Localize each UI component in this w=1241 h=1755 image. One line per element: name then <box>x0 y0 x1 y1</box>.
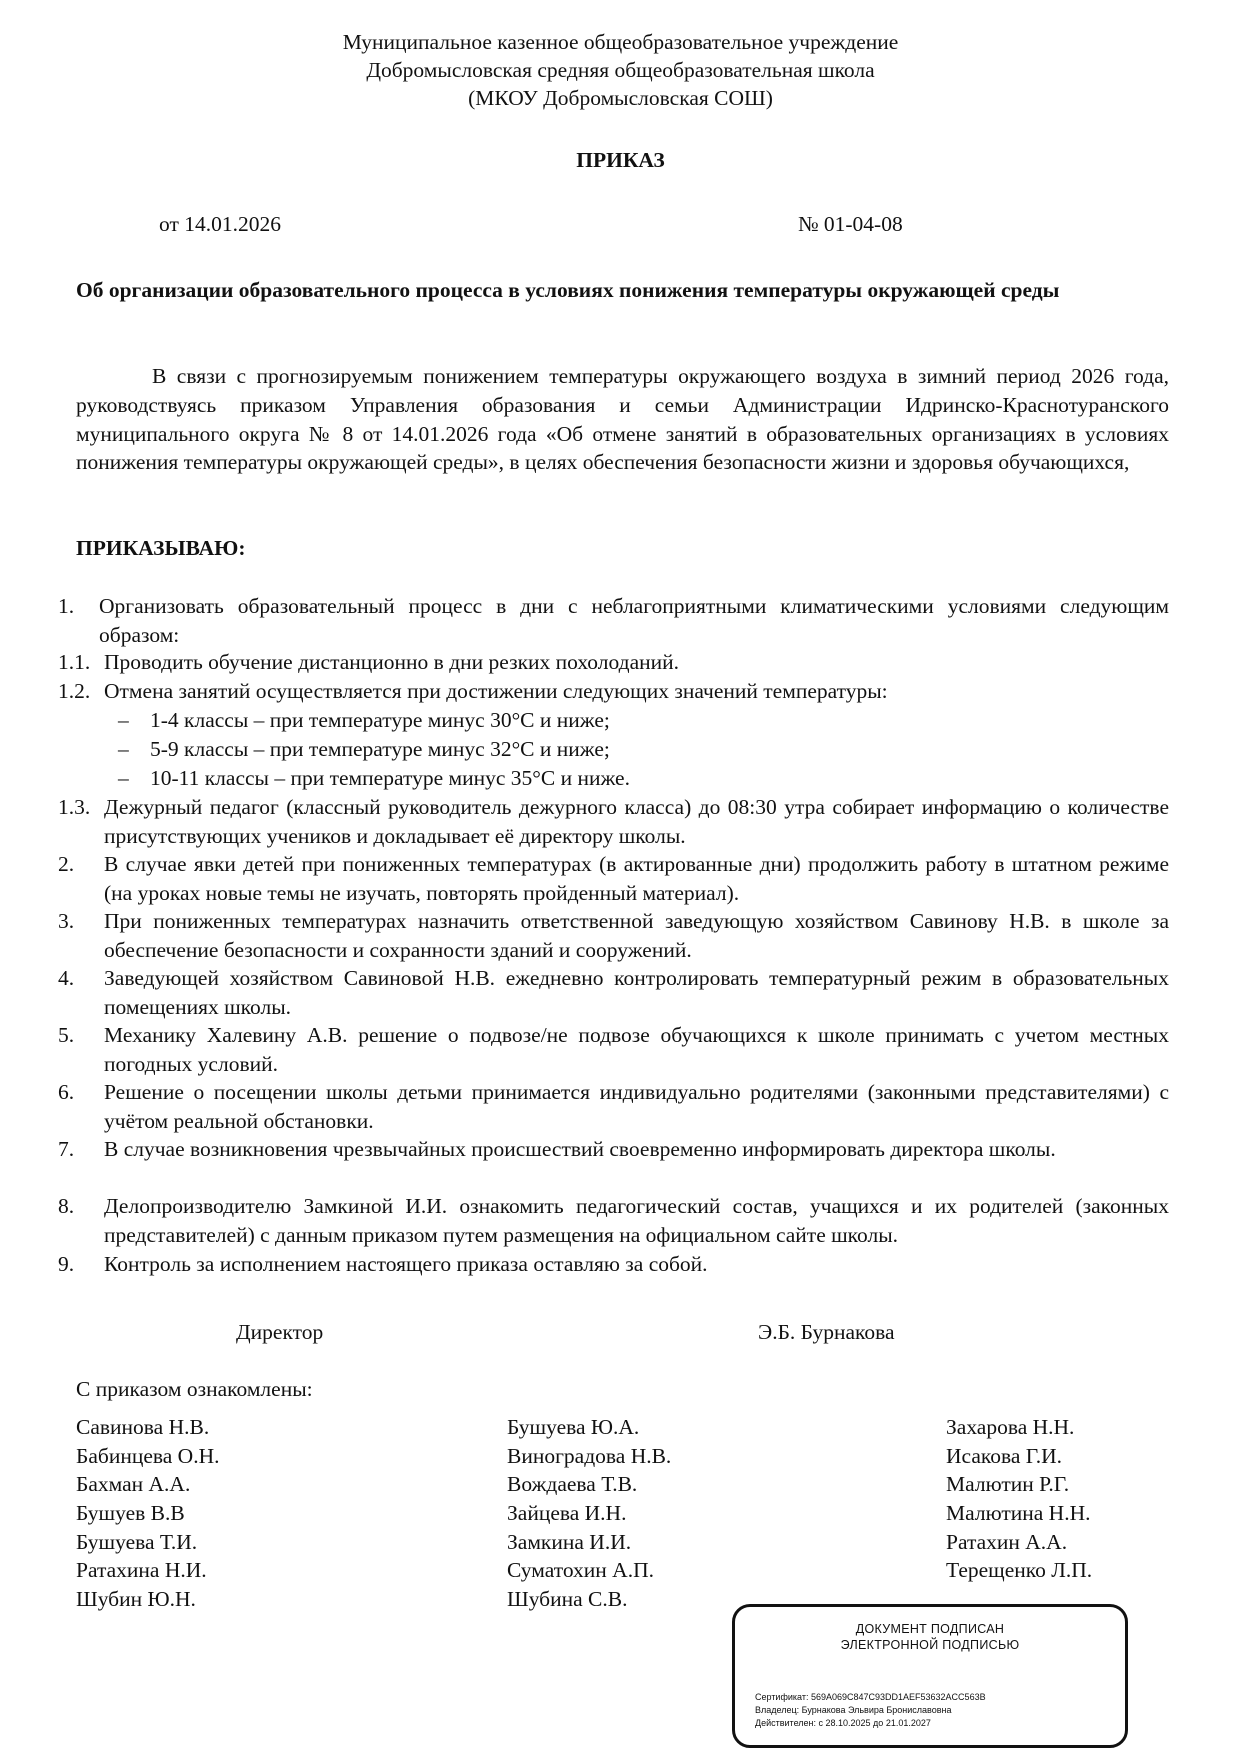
school-name-line: Добромысловская средняя общеобразовательная школа <box>366 58 875 82</box>
item-number: 1.1. <box>58 650 91 674</box>
organization-header <box>0 28 1241 112</box>
rule-text: 5-9 классы – при температуре минус 32°С и ниже; <box>150 737 610 761</box>
list-item: Захарова Н.Н. <box>946 1415 1075 1439</box>
school-short-name-line: (МКОУ Добромысловская СОШ) <box>468 86 773 110</box>
item-text: В случае явки детей при пониженных температурах (в актированные дни) продолжить работу в штатном режиме (на уроках новые темы не изучать, повторять пройденный материал). <box>104 852 1169 905</box>
list-item: Бушуева Т.И. <box>76 1529 198 1554</box>
item-number: 1.2. <box>58 679 91 703</box>
order-preamble: В связи с прогнозируемым понижением температуры окружающего воздуха в зимний период 2026 года, руководствуясь приказом Управления образования и семьи Администрации Идринско-Краснотуранского муниципального округа № 8 от 14.01.2026 года «Об отмене занятий в образовательных организациях в условиях понижения температуры окружающей среды», в целях обеспечения безопасности жизни и здоровья обучающихся, <box>76 364 1169 475</box>
list-item: Бушуев В.В <box>76 1501 185 1526</box>
dash-bullet: – <box>118 737 129 761</box>
item-text: Контроль за исполнением настоящего приказа оставляю за собой. <box>104 1252 708 1276</box>
dash-bullet: – <box>118 708 129 732</box>
item-text: Механику Халевину А.В. решение о подвозе/не подвозе обучающихся к школе принимать с учетом местных погодных условий. <box>104 1023 1169 1076</box>
list-item: Зайцева И.Н. <box>507 1501 627 1526</box>
item-text: Проводить обучение дистанционно в дни резких похолоданий. <box>104 650 680 674</box>
item-number: 1.3. <box>58 795 91 819</box>
item-number: 2. <box>58 852 75 876</box>
list-item: Малютина Н.Н. <box>946 1501 1091 1526</box>
item-number: 3. <box>58 909 75 933</box>
item-text: Заведующей хозяйством Савиновой Н.В. ежедневно контролировать температурный режим в образовательных помещениях школы. <box>104 966 1169 1019</box>
item-text: Отмена занятий осуществляется при достижении следующих значений температуры: <box>104 679 888 703</box>
item-text: Решение о посещении школы детьми принимается индивидуально родителями (законными представителями) с учётом реальной обстановки. <box>104 1080 1169 1133</box>
item-text: В случае возникновения чрезвычайных происшествий своевременно информировать директора школы. <box>104 1137 1056 1161</box>
list-item: Суматохин А.П. <box>507 1558 654 1583</box>
stamp-heading-line: ЭЛЕКТРОННОЙ ПОДПИСЬЮ <box>840 1638 1020 1652</box>
rule-text: 1-4 классы – при температуре минус 30°С и ниже; <box>150 708 610 732</box>
signature-name: Э.Б. Бурнакова <box>758 1320 895 1344</box>
list-item: Ратахин А.А. <box>946 1529 1068 1554</box>
item-text: Организовать образовательный процесс в дни с неблагоприятными климатическими условиями следующим образом: <box>99 594 1169 647</box>
electronic-signature-stamp <box>732 1604 1128 1748</box>
stamp-certificate: Сертификат: 569A069C847C93DD1AEF53632ACC563B <box>755 1692 986 1702</box>
acquainted-column-2 <box>507 1413 671 1614</box>
stamp-heading <box>735 1621 1125 1653</box>
order-directive-heading: ПРИКАЗЫВАЮ: <box>76 536 246 560</box>
list-item: Бабинцева О.Н. <box>76 1443 220 1468</box>
list-item: Замкина И.И. <box>507 1529 632 1554</box>
acquainted-column-3 <box>946 1413 1092 1585</box>
order-date: от 14.01.2026 <box>159 212 281 236</box>
item-number: 4. <box>58 966 75 990</box>
stamp-heading-line: ДОКУМЕНТ ПОДПИСАН <box>855 1622 1005 1636</box>
item-text: Дежурный педагог (классный руководитель дежурного класса) до 08:30 утра собирает информацию о количестве присутствующих учеников и докладывает её директору школы. <box>104 795 1169 848</box>
stamp-validity: Действителен: с 28.10.2025 до 21.01.2027 <box>755 1718 931 1728</box>
list-item: Шубин Ю.Н. <box>76 1587 196 1612</box>
item-number: 9. <box>58 1252 75 1276</box>
list-item: Бахман А.А. <box>76 1472 191 1497</box>
rule-text: 10-11 классы – при температуре минус 35°С и ниже. <box>150 766 630 790</box>
item-text: Делопроизводителю Замкиной И.И. ознакомить педагогический состав, учащихся и их родителей (законных представителей) с данным приказом путем размещения на официальном сайте школы. <box>104 1194 1169 1247</box>
org-name-line: Муниципальное казенное общеобразовательное учреждение <box>342 30 899 54</box>
stamp-owner: Владелец: Бурнакова Эльвира Брониславовна <box>755 1705 952 1715</box>
item-number: 1. <box>58 594 75 618</box>
stamp-details <box>755 1691 986 1730</box>
item-number: 5. <box>58 1023 75 1047</box>
list-item: Савинова Н.В. <box>76 1415 210 1439</box>
item-number: 8. <box>58 1194 75 1218</box>
acquainted-title: С приказом ознакомлены: <box>76 1377 313 1401</box>
item-number: 6. <box>58 1080 75 1104</box>
list-item: Шубина С.В. <box>507 1587 628 1612</box>
list-item: Терещенко Л.П. <box>946 1558 1093 1583</box>
list-item: Исакова Г.И. <box>946 1443 1063 1468</box>
list-item: Виноградова Н.В. <box>507 1443 672 1468</box>
list-item: Бушуева Ю.А. <box>507 1415 640 1439</box>
dash-bullet: – <box>118 766 129 790</box>
list-item: Малютин Р.Г. <box>946 1472 1070 1497</box>
acquainted-column-1 <box>76 1413 219 1614</box>
signature-role: Директор <box>236 1320 324 1344</box>
document-title: ПРИКАЗ <box>576 148 665 172</box>
item-number: 7. <box>58 1137 75 1161</box>
item-text: При пониженных температурах назначить ответственной заведующую хозяйством Савинову Н.В. в школе за обеспечение безопасности и сохранности зданий и сооружений. <box>104 909 1169 962</box>
order-number: № 01-04-08 <box>798 212 903 236</box>
order-subject: Об организации образовательного процесса в условиях понижения температуры окружающей среды <box>76 278 1060 302</box>
list-item: Ратахина Н.И. <box>76 1558 207 1583</box>
list-item: Вождаева Т.В. <box>507 1472 638 1497</box>
